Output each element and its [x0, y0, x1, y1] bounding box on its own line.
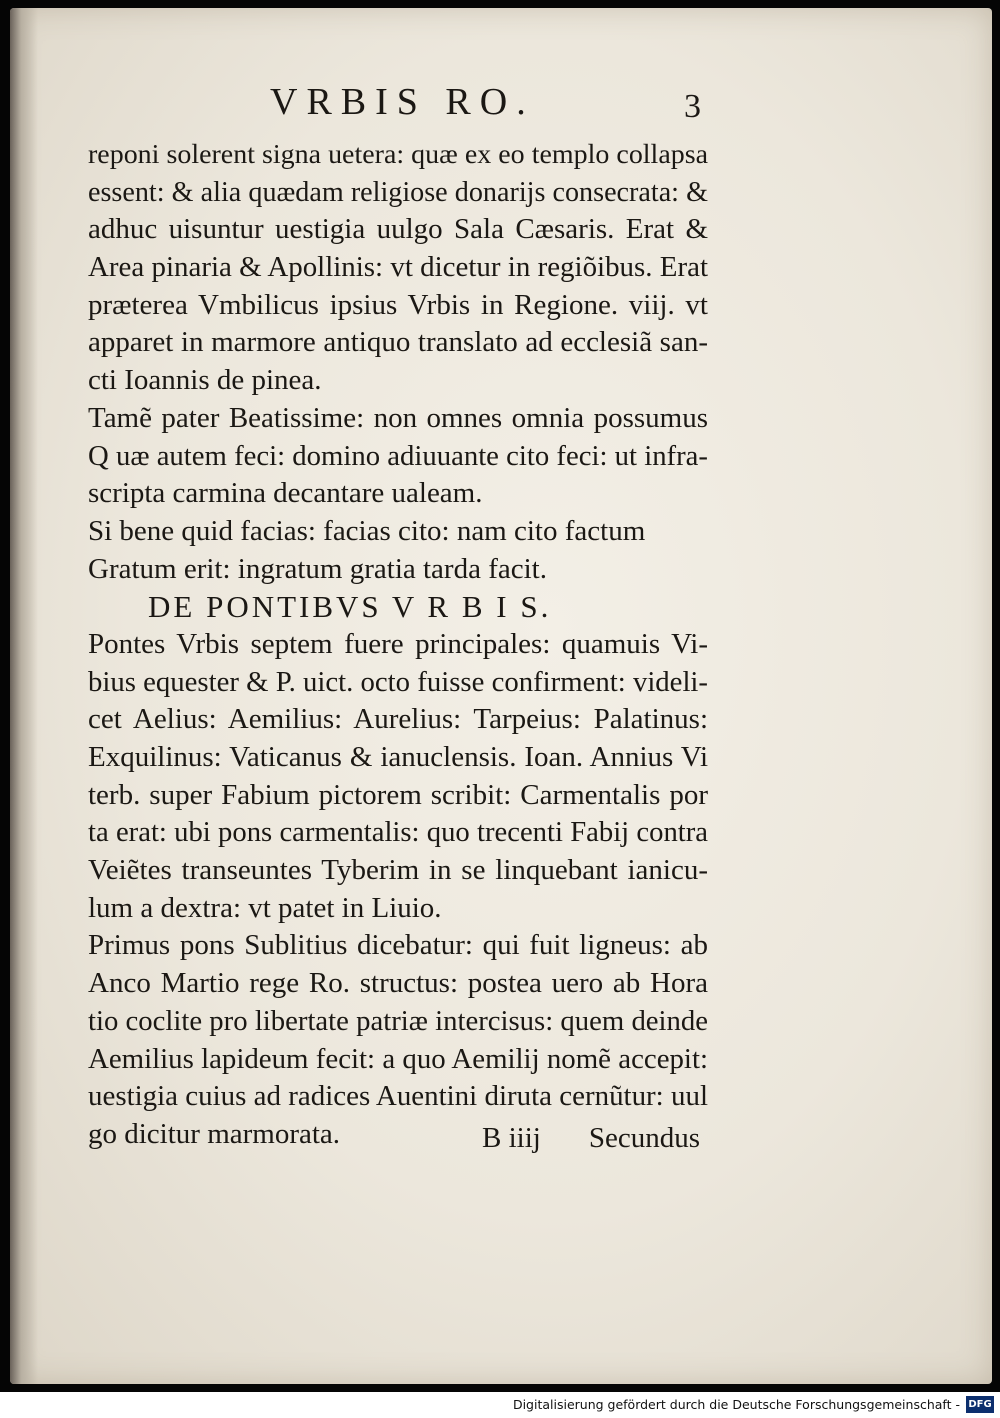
text-line: Si bene quid facias: facias cito: nam cito factum: [88, 514, 646, 547]
text-line: Aemilius lapideum fecit: a quo Aemilij nomẽ accepit:: [88, 1042, 708, 1075]
text-line: bius equester & P. uict. octo fuisse confirment: videli-: [88, 665, 708, 698]
page-gutter-shadow: [10, 8, 38, 1384]
text-line: Area pinaria & Apollinis: vt dicetur in regiõibus. Erat: [88, 251, 708, 284]
signature-mark: B iiij: [482, 1122, 541, 1154]
text-line: apparet in marmore antiquo translato ad ecclesiã san-: [88, 326, 708, 359]
text-line: adhuc uisuntur uestigia uulgo Sala Cæsaris. Erat &: [88, 213, 708, 246]
folio-number: 3: [684, 88, 701, 125]
text-line: Pontes Vrbis septem fuere principales: quamuis Vi-: [88, 627, 708, 660]
text-line: Primus pons Sublitius dicebatur: qui fuit ligneus: ab: [88, 929, 708, 962]
text-line: reponi solerent signa uetera: quæ ex eo templo collapsa: [88, 139, 708, 170]
text-line: uestigia cuius ad radices Auentini diruta cernũtur: uul: [88, 1080, 708, 1113]
catchword: Secundus: [588, 1122, 700, 1154]
text-block: [88, 136, 708, 1154]
text-line: Q uæ autem feci: domino adiuuante cito feci: ut infra-: [88, 439, 708, 472]
text-line: essent: & alia quædam religiose donarijs consecrata: &: [88, 176, 708, 208]
footer-bar: [0, 1392, 1000, 1418]
text-line: cet Aelius: Aemilius: Aurelius: Tarpeius: Palatinus:: [88, 703, 708, 736]
text-line: Tamẽ pater Beatissime: non omnes omnia possumus: [88, 401, 708, 434]
text-line: go dicitur marmorata.: [88, 1117, 341, 1150]
text-line: ta erat: ubi pons carmentalis: quo trecenti Fabij contra: [88, 816, 708, 849]
text-line: Gratum erit: ingratum gratia tarda facit.: [88, 552, 547, 585]
text-line: lum a dextra: vt patet in Liuio.: [88, 891, 442, 924]
dfg-logo: DFG: [966, 1396, 994, 1413]
text-line: Exquilinus: Vaticanus & ianuclensis. Ioan. Annius Vi: [88, 741, 708, 773]
text-line: præterea Vmbilicus ipsius Vrbis in Regione. viij. vt: [88, 288, 708, 321]
funding-credit: Digitalisierung gefördert durch die Deutsche Forschungsgemeinschaft -: [512, 1397, 960, 1412]
section-heading: DE PONTIBVS V R B I S.: [148, 589, 552, 625]
text-line: Veiẽtes transeuntes Tyberim in se linquebant ianicu-: [88, 854, 708, 887]
text-line: Anco Martio rege Ro. structus: postea uero ab Hora: [88, 967, 708, 1000]
text-line: terb. super Fabium pictorem scribit: Carmentalis por: [88, 778, 708, 811]
text-line: scripta carmina decantare ualeam.: [88, 477, 483, 510]
text-line: cti Ioannis de pinea.: [88, 364, 322, 397]
running-head: VRBIS RO.: [270, 81, 535, 123]
text-line: tio coclite pro libertate patriæ intercisus: quem deinde: [88, 1004, 708, 1037]
